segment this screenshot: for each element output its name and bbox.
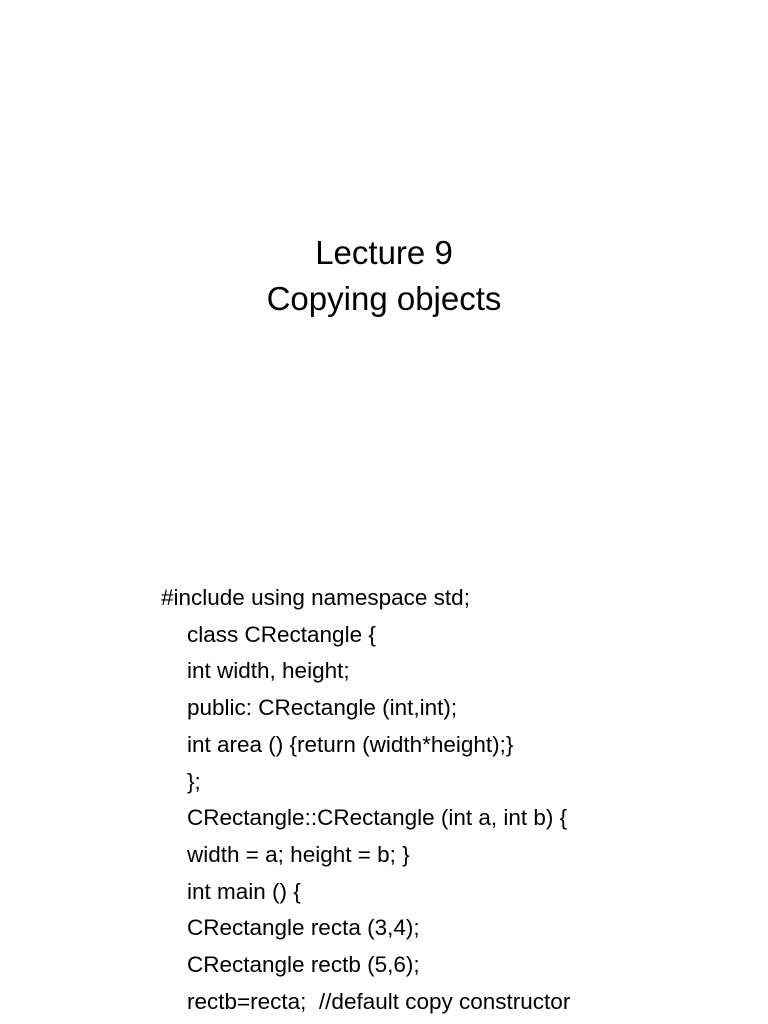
code-line-6: }; bbox=[187, 768, 201, 794]
code-line-7: CRectangle::CRectangle (int a, int b) { bbox=[187, 805, 568, 831]
code-line-12: rectb=recta; //default copy constructor bbox=[187, 988, 571, 1014]
code-line-3: int width, height; bbox=[187, 658, 350, 684]
code-line-4: public: CRectangle (int,int); bbox=[187, 695, 458, 721]
code-line-8: width = a; height = b; } bbox=[187, 841, 410, 867]
title-line-topic: Copying objects bbox=[266, 280, 502, 317]
code-line-2: class CRectangle { bbox=[187, 621, 376, 647]
code-line-5: int area () {return (width*height);} bbox=[187, 731, 514, 757]
code-line-9: int main () { bbox=[187, 878, 301, 904]
code-line-1: #include using namespace std; bbox=[161, 585, 470, 610]
slide-title bbox=[0, 230, 768, 322]
code-listing bbox=[161, 580, 761, 1020]
code-line-10: CRectangle recta (3,4); bbox=[187, 915, 420, 941]
code-line-11: CRectangle rectb (5,6); bbox=[187, 952, 420, 978]
title-line-lecture: Lecture 9 bbox=[315, 234, 453, 271]
